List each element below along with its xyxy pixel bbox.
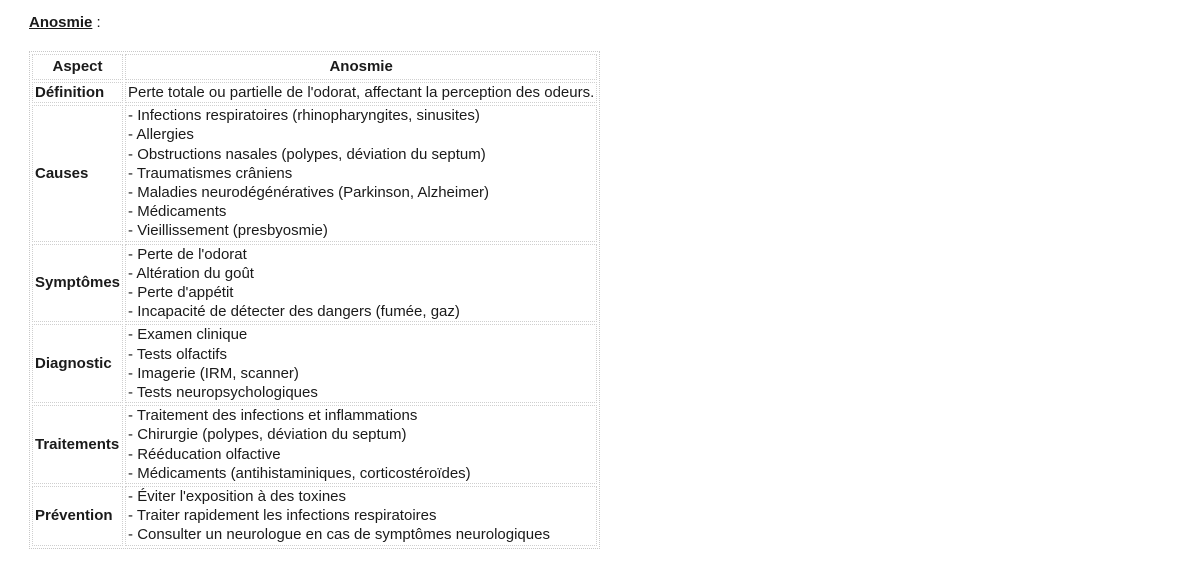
row-content [125,82,597,103]
document [29,12,600,549]
content-line: - Médicaments [128,203,227,221]
content-line: - Perte de l'odorat [128,245,247,263]
row-content [125,244,597,323]
page-title: Anosmie [29,14,93,31]
content-line: - Imagerie (IRM, scanner) [128,364,299,382]
row-aspect: Diagnostic [32,324,123,403]
table-header-row [32,54,597,80]
row-aspect: Symptômes [32,244,123,323]
table-row [32,324,597,403]
table-body [32,82,597,546]
content-line: - Traumatismes crâniens [128,164,293,182]
content-line: - Médicaments (antihistaminiques, corticostéroïdes) [128,464,471,482]
header-anosmie: Anosmie [125,54,597,80]
row-aspect: Définition [32,82,123,103]
heading [29,12,600,34]
content-line: - Incapacité de détecter des dangers (fumée, gaz) [128,303,460,321]
content-line: - Altération du goût [128,264,254,282]
content-line: - Obstructions nasales (polypes, déviation du septum) [128,145,486,163]
row-content [125,405,597,484]
content-line: - Traitement des infections et inflammations [128,407,418,425]
table-row [32,82,597,103]
row-content [125,105,597,241]
row-content [125,324,597,403]
row-content [125,486,597,546]
content-line: - Tests neuropsychologiques [128,384,318,402]
content-line: Perte totale ou partielle de l'odorat, affectant la perception des odeurs. [128,84,595,101]
anosmia-table [29,51,600,549]
content-line: - Traiter rapidement les infections respiratoires [128,507,437,525]
table-row [32,405,597,484]
content-line: - Éviter l'exposition à des toxines [128,488,346,506]
content-line: - Infections respiratoires (rhinopharyngites, sinusites) [128,107,480,125]
content-line: - Consulter un neurologue en cas de symptômes neurologiques [128,526,550,544]
content-line: - Maladies neurodégénératives (Parkinson, Alzheimer) [128,184,490,202]
content-line: - Chirurgie (polypes, déviation du septum) [128,426,407,444]
table-row [32,105,597,241]
header-aspect: Aspect [32,54,123,80]
row-aspect: Prévention [32,486,123,546]
row-aspect: Causes [32,105,123,241]
table-row [32,244,597,323]
content-line: - Examen clinique [128,326,248,344]
table-row [32,486,597,546]
content-line: - Rééducation olfactive [128,445,281,463]
content-line: - Vieillissement (presbyosmie) [128,222,328,240]
content-line: - Allergies [128,126,194,144]
title-suffix: : [92,14,101,31]
row-aspect: Traitements [32,405,123,484]
content-line: - Perte d'appétit [128,284,234,302]
content-line: - Tests olfactifs [128,345,227,363]
